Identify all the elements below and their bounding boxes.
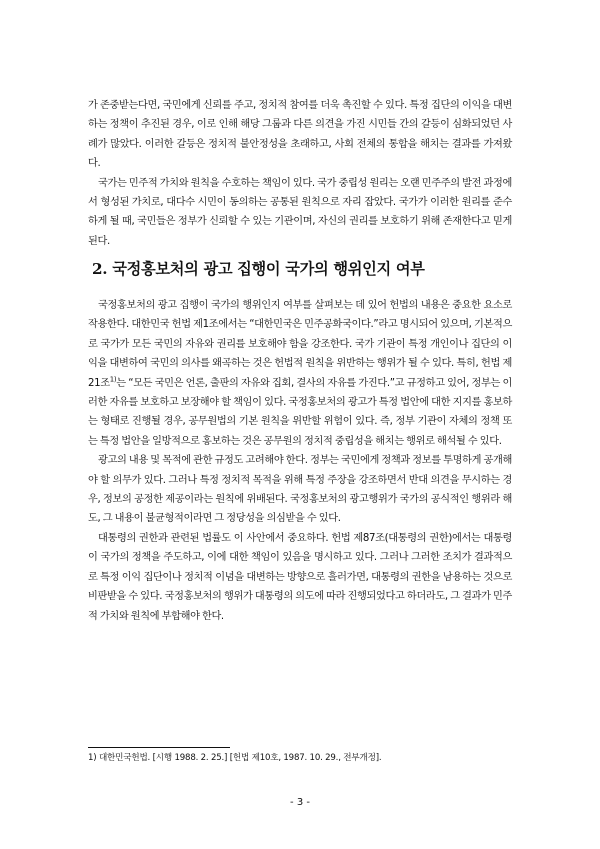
intro-paragraph-1: 가 존중받는다면, 국민에게 신뢰를 주고, 정치적 참여를 더욱 촉진할 수 있다. 특정 집단의 이익을 대변하는 정책이 추진된 경우, 이로 인해 해당 그룹과 다른 의견을 가진 시민들 간의 갈등이 심화되었던 사례가 많았다. 이러한 갈등은 정치적 불안정성을 초래하고, 사회 전체의 통합을 해치는 결과를 가져왔다. <box>88 100 512 170</box>
intro-text <box>88 96 512 251</box>
footnote-reference: 1) <box>109 375 117 384</box>
section-paragraph-1-start: 국정홍보처의 광고 집행이 국가의 행위인지 여부를 살펴보는 데 있어 헌법의 내용은 중요한 요소로 작용한다. 대한민국 헌법 제1조에서는 “대한민국은 민주공화국이다.”라고 명시되어 있으며, 기본적으로 국가가 모든 국민의 자유와 권리를 보호해야 함을 강조한다. 국가 기관이 특정 개인이나 집단의 이익을 대변하여 국민의 의사를 왜곡하는 것은 헌법적 원칙을 위반하는 행위가 될 수 있다. 특히, 헌법 제21조 <box>88 300 512 389</box>
page-number: - 3 - <box>290 797 310 808</box>
section-paragraph-3: 대통령의 권한과 관련된 법률도 이 사안에서 중요하다. 헌법 제87조(대통령의 권한)에서는 대통령이 국가의 정책을 주도하고, 이에 대한 책임이 있음을 명시하고 있다. 그러나 그러한 조치가 결과적으로 특정 이익 집단이나 정치적 이념을 대변하는 방향으로 흘러가면, 대통령의 권한을 남용하는 것으로 비판받을 수 있다. 국정홍보처의 행위가 대통령의 의도에 따라 진행되었다고 하더라도, 그 결과가 민주적 가치와 원칙에 부합해야 한다. <box>88 532 512 622</box>
section-body <box>88 296 512 626</box>
section-paragraph-1 <box>88 296 512 451</box>
section-paragraph-2: 광고의 내용 및 목적에 관한 규정도 고려해야 한다. 정부는 국민에게 정책과 정보를 투명하게 공개해야 할 의무가 있다. 그러나 특정 정치적 목적을 위해 특정 주장을 강조하면서 반대 의견을 무시하는 경우, 정보의 공정한 제공이라는 원칙에 위배된다. 국정홍보처의 광고행위가 국가의 공식적인 행위라 해도, 그 내용이 불균형적이라면 그 정당성을 의심받을 수 있다. <box>88 455 512 525</box>
section-paragraph-1-end: 는 “모든 국민은 언론, 출판의 자유와 집회, 결사의 자유를 가진다.”고 규정하고 있어, 정부는 이러한 자유를 보호하고 보장해야 할 책임이 있다. 국정홍보처의 광고가 특정 법안에 대한 지지를 홍보하는 형태로 진행될 경우, 공무원법의 기본 원칙을 위반할 위험이 있다. 즉, 정부 기관이 자체의 정책 또는 특정 법안을 일방적으로 홍보하는 것은 공무원의 정치적 중립성을 해치는 행위로 해석될 수 있다. <box>88 377 512 447</box>
footnote-divider <box>88 747 230 748</box>
footnote-text: 1) 대한민국헌법. [시행 1988. 2. 25.] [헌법 제10호, 1987. 10. 29., 전부개정]. <box>88 753 382 763</box>
intro-paragraph-2: 국가는 민주적 가치와 원칙을 수호하는 책임이 있다. 국가 중립성 원리는 오랜 민주주의 발전 과정에서 형성된 가치로, 대다수 시민이 동의하는 공통된 원칙으로 자리 잡았다. 국가가 이러한 원리를 준수하게 될 때, 국민들은 정부가 신뢰할 수 있는 기관이며, 자신의 권리를 보호하기 위해 존재한다고 믿게 된다. <box>88 177 512 247</box>
section-heading: 2. 국정홍보처의 광고 집행이 국가의 행위인지 여부 <box>92 260 425 278</box>
